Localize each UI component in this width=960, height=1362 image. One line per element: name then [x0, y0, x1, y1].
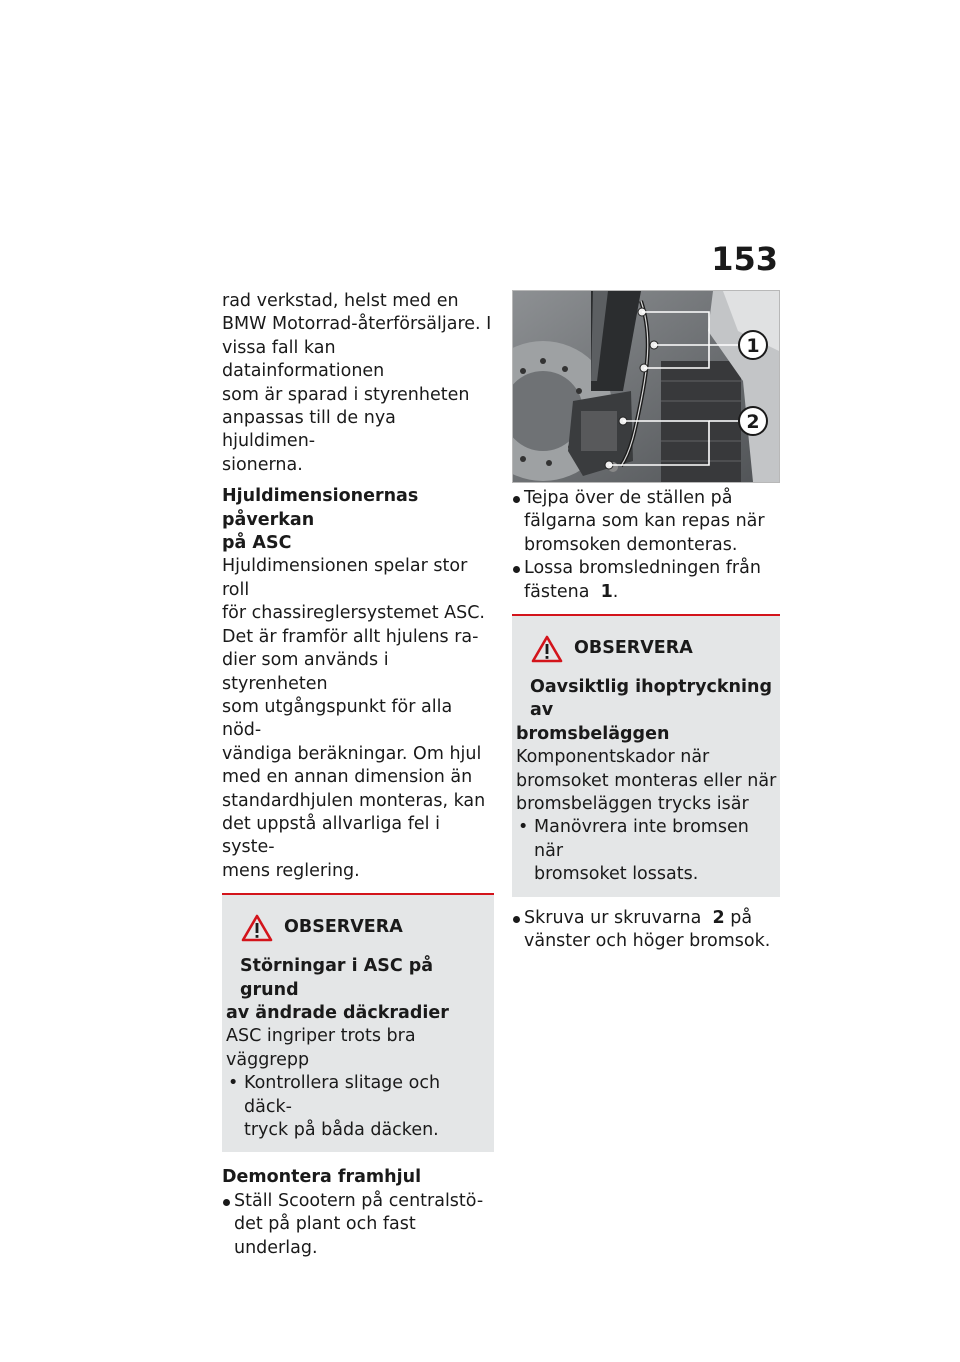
list-item: [222, 1190, 494, 1260]
text-line: rad verkstad, helst med en: [222, 291, 459, 311]
text-line: standardhjulen monteras, kan: [222, 790, 486, 811]
brake-figure: [512, 290, 780, 483]
text-line: Tejpa över de ställen på: [524, 488, 733, 508]
reference-number: 2: [712, 907, 725, 928]
text-line: vissa fall kan datainformationen: [222, 337, 385, 382]
notice-title-line: Oavsiktlig ihoptryckning av: [530, 677, 772, 721]
text-span: på: [730, 907, 753, 928]
notice-label: OBSERVERA: [574, 638, 693, 659]
text-line: Lossa bromsledningen från: [524, 558, 761, 579]
notice-text-line: Komponentskador när: [516, 747, 710, 768]
warning-triangle-icon: [240, 913, 274, 943]
notice-header: [240, 913, 492, 943]
text-line: • Kontrollera slitage och däck-: [244, 1073, 441, 1117]
section-heading-asc: [222, 485, 494, 555]
right-column: [512, 290, 780, 954]
notice-text-line: väggrepp: [226, 1049, 310, 1070]
notice-title: [516, 676, 778, 723]
text-line: Hjuldimensionen spelar stor roll: [222, 556, 468, 600]
left-column: [222, 290, 494, 1260]
notice-bullet: [516, 816, 778, 886]
reference-number: 1: [600, 581, 613, 602]
heading-line: Hjuldimensionernas påverkan: [222, 486, 419, 530]
list-item: [512, 487, 780, 557]
text-span: fästena: [524, 581, 590, 602]
notice-bullet: [226, 1072, 492, 1142]
text-line: [524, 581, 780, 604]
text-line: för chassireglersystemet ASC.: [222, 603, 485, 624]
brake-caliper-illustration: [513, 291, 779, 482]
text-line: • Manövrera inte bromsen när: [534, 817, 749, 861]
text-line: dier som används i styrenheten: [222, 650, 389, 694]
notice-text-line: bromsoket monteras eller när: [516, 770, 777, 791]
text-line: Det är framför allt hjulens ra-: [222, 626, 479, 647]
notice-title-line: av ändrade däckradier: [226, 1002, 449, 1023]
text-line: vändiga beräkningar. Om hjul: [222, 743, 482, 764]
callout-label-1: 1: [746, 335, 760, 357]
heading-line: på ASC: [222, 533, 292, 554]
text-line: bromsoken demonteras.: [524, 534, 738, 555]
list-item: [512, 557, 780, 604]
text-line: som utgångspunkt för alla nöd-: [222, 696, 453, 741]
text-line: BMW Motorrad-återförsäljare. I: [222, 314, 492, 335]
notice-title-line: Störningar i ASC på grund: [240, 956, 434, 1000]
text-line: som är sparad i styrenheten: [222, 384, 470, 405]
text-line: [524, 907, 780, 930]
text-span: .: [612, 581, 619, 602]
text-line: vänster och höger bromsok.: [524, 931, 771, 952]
notice-header: [530, 634, 778, 664]
text-line: med en annan dimension än: [222, 767, 473, 788]
warning-triangle-icon: [530, 634, 564, 664]
notice-box-brake: [512, 614, 780, 897]
notice-text-line: ASC ingriper trots bra: [226, 1026, 416, 1047]
text-line: Ställ Scootern på centralstö-: [234, 1190, 484, 1211]
intro-paragraph: [222, 290, 494, 477]
callout-label-2: 2: [746, 411, 760, 433]
text-line: anpassas till de nya hjuldimen-: [222, 408, 396, 452]
text-line: bromsoket lossats.: [534, 864, 699, 885]
notice-title-line: bromsbeläggen: [516, 723, 670, 744]
notice-text-line: bromsbeläggen trycks isär: [516, 794, 749, 815]
notice-title: [226, 955, 492, 1002]
section-heading-remove-wheel: Demontera framhjul: [222, 1167, 422, 1188]
text-line: tryck på båda däcken.: [244, 1120, 439, 1140]
text-line: det på plant och fast underlag.: [234, 1214, 416, 1258]
notice-box-asc: [222, 893, 494, 1152]
text-line: sionerna.: [222, 454, 303, 475]
page-number: 153: [711, 240, 778, 278]
text-line: mens reglering.: [222, 860, 360, 881]
text-line: fälgarna som kan repas när: [524, 511, 765, 532]
asc-paragraph: [222, 555, 494, 883]
text-span: Skruva ur skruvarna: [524, 907, 702, 928]
notice-label: OBSERVERA: [284, 917, 403, 938]
text-line: det uppstå allvarliga fel i syste-: [222, 813, 440, 858]
list-item: [512, 907, 780, 954]
